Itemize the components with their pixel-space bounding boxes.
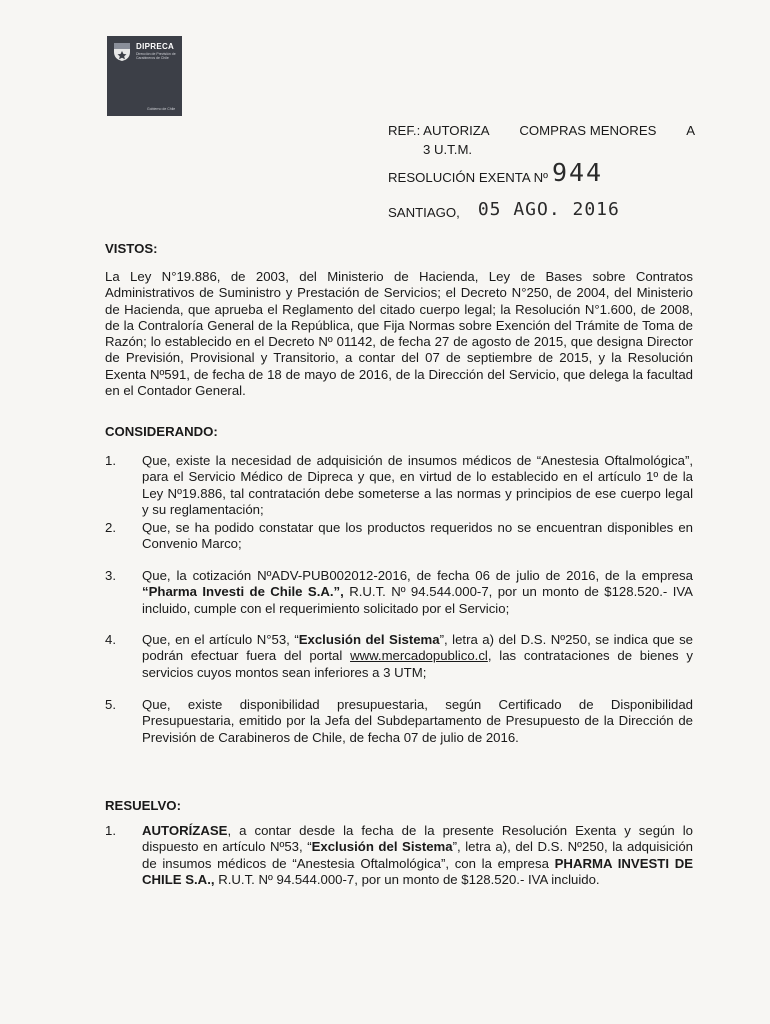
- item-text: Que, en el artículo N°53, “Exclusión del Sistema”, letra a) del D.S. Nº250, se indica que se podrán efectuar fuera del portal www.mercadopublico.cl, las contrataciones de bienes y servicios cuyos montos sean inferiores a 3 UTM;: [142, 632, 693, 680]
- item-number: 5.: [105, 697, 116, 712]
- logo-subtitle: Dirección de Previsión de Carabineros de Chile: [136, 52, 176, 60]
- considerando-item-2: [105, 520, 693, 553]
- considerando-item-1: [105, 453, 693, 518]
- logo-brand: DIPRECA: [136, 42, 175, 51]
- ref-text-a: COMPRAS MENORES: [519, 123, 657, 138]
- date-stamp: 05 AGO. 2016: [477, 199, 620, 220]
- resuelvo-heading: RESUELVO:: [105, 798, 181, 813]
- considerando-heading: CONSIDERANDO:: [105, 424, 218, 439]
- vistos-heading: VISTOS:: [105, 241, 158, 256]
- vistos-text: La Ley N°19.886, de 2003, del Ministerio de Hacienda, Ley de Bases sobre Contratos Administrativos de Suministro y Prestación de Servicios; el Decreto N°250, de 2004, del Ministerio de Hacienda, que aprueba el Reglamento del citado cuerpo legal; la Resolución N°1.600, de 2008, de la Contraloría General de la República, que Fija Normas sobre Exención del Trámite de Toma de Razón; lo establecido en el Decreto Nº 01142, de fecha 27 de agosto de 2015, que designa Director de Previsión, Provisional y Transitorio, a contar del 07 de septiembre de 2015, y la Resolución Exenta Nº591, de fecha de 18 de mayo de 2016, de la Dirección del Servicio, que delega la facultad en el Contador General.: [105, 269, 693, 399]
- date-line: [388, 200, 620, 220]
- resuelvo-item-1: [105, 823, 693, 888]
- ref-line2: 3 U.T.M.: [423, 142, 473, 157]
- mercadopublico-link[interactable]: www.mercadopublico.cl: [350, 648, 488, 664]
- logo-footer: Gobierno de Chile: [147, 107, 176, 111]
- ref-label: REF.: AUTORIZA: [388, 123, 490, 138]
- resolution-label: RESOLUCIÓN EXENTA Nº: [388, 170, 548, 185]
- dipreca-logo: [107, 36, 182, 116]
- item-text: AUTORÍZASE, a contar desde la fecha de la presente Resolución Exenta y según lo dispuesto en artículo Nº53, “Exclusión del Sistema”, letra a), del D.S. Nº250, la adquisición de insumos médicos de “Anestesia Oftalmológica”, con la empresa PHARMA INVESTI DE CHILE S.A., R.U.T. Nº 94.544.000-7, por un monto de $128.520.- IVA incluido.: [142, 823, 694, 887]
- item-text: Que, la cotización NºADV-PUB002012-2016, de fecha 06 de julio de 2016, de la empresa “Pharma Investi de Chile S.A.”, R.U.T. Nº 94.544.000-7, por un monto de $128.520.- IVA incluido, cumple con el requerimiento solicitado por el Servicio;: [142, 568, 693, 616]
- city-label: SANTIAGO,: [388, 205, 460, 220]
- item-number: 2.: [105, 520, 116, 535]
- item-number: 1.: [105, 823, 116, 838]
- coat-of-arms-icon: [112, 40, 132, 62]
- considerando-item-5: [105, 697, 693, 746]
- resolution-line: [388, 158, 604, 187]
- ref-text-b: A: [686, 123, 695, 138]
- item-number: 3.: [105, 568, 116, 583]
- item-number: 1.: [105, 453, 116, 468]
- reference-block: [388, 121, 708, 159]
- resolution-number-stamp: 944: [551, 158, 604, 187]
- item-text: Que, existe la necesidad de adquisición de insumos médicos de “Anestesia Oftalmológica”, para el Servicio Médico de Dipreca y que, en virtud de lo establecido en el artículo 1º de la Ley Nº19.886, tal contratación debe someterse a las normas y principios de ese cuerpo legal y su reglamentación;: [142, 453, 693, 517]
- considerando-item-3: [105, 568, 693, 617]
- considerando-item-4: [105, 632, 693, 681]
- item-text: Que, se ha podido constatar que los productos requeridos no se encuentran disponibles en Convenio Marco;: [142, 520, 693, 552]
- item-text: Que, existe disponibilidad presupuestaria, según Certificado de Disponibilidad Presupuestaria, emitido por la Jefa del Subdepartamento de Presupuesto de la Dirección de Previsión de Carabineros de Chile, de fecha 07 de julio de 2016.: [142, 697, 693, 745]
- item-number: 4.: [105, 632, 116, 647]
